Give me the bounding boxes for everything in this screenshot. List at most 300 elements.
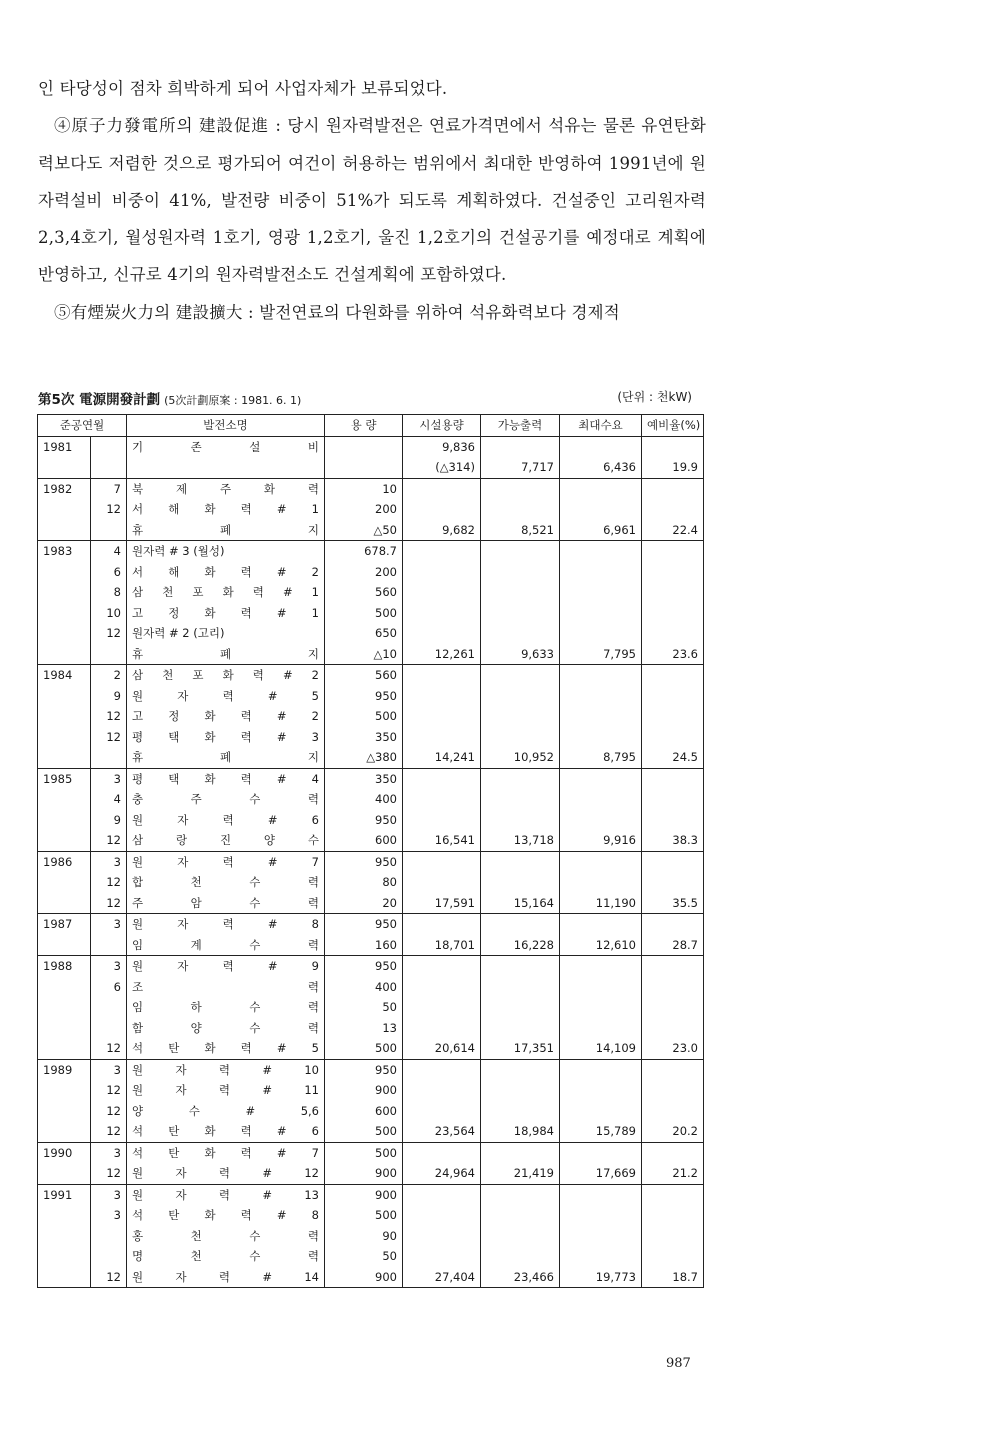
cell-facility <box>403 810 481 831</box>
cell-capacity: 500 <box>325 1121 403 1142</box>
plant-name-part: 4 <box>311 771 319 786</box>
plant-name-part: # <box>276 1124 287 1138</box>
plant-name-part: 폐 <box>219 646 232 661</box>
cell-year <box>38 1267 91 1288</box>
cell-year: 1982 <box>38 478 91 499</box>
plant-name-part: 수 <box>307 833 319 847</box>
cell-month: 7 <box>91 478 127 499</box>
table-row <box>38 914 704 935</box>
cell-reserve <box>642 623 704 644</box>
cell-year <box>38 1038 91 1059</box>
plant-name-part: 력 <box>240 502 252 516</box>
cell-capacity: 900 <box>325 1080 403 1101</box>
cell-reserve <box>642 914 704 935</box>
cell-peak <box>560 582 642 603</box>
cell-plant-name <box>127 520 325 541</box>
plant-name-part: 13 <box>304 1187 319 1202</box>
cell-facility: 12,261 <box>403 644 481 665</box>
plant-name-part: 탄 <box>168 1145 180 1160</box>
cell-available <box>481 499 560 520</box>
cell-peak <box>560 665 642 686</box>
plant-name-part: 휴 <box>132 646 144 661</box>
cell-year <box>38 1246 91 1267</box>
cell-available <box>481 914 560 935</box>
plant-name <box>132 830 319 851</box>
plant-name <box>132 872 319 893</box>
plant-name-part: # <box>262 1187 272 1202</box>
plant-name <box>132 1246 319 1267</box>
cell-facility <box>403 914 481 935</box>
cell-reserve <box>642 1101 704 1122</box>
plant-name-part: 휴 <box>132 750 144 764</box>
cell-available: 15,164 <box>481 893 560 914</box>
plant-name-part: 비 <box>307 439 319 454</box>
cell-month: 3 <box>91 1184 127 1205</box>
cell-year <box>38 747 91 768</box>
cell-facility <box>403 997 481 1018</box>
plant-name-part: 합 <box>132 875 144 889</box>
plant-name-part: 기 <box>132 439 144 454</box>
cell-month: 12 <box>91 706 127 727</box>
cell-peak: 17,669 <box>560 1163 642 1184</box>
cell-reserve <box>642 1059 704 1080</box>
plant-name-part: 임 <box>132 1000 144 1014</box>
plant-name-part: 자 <box>175 1083 187 1097</box>
plant-name <box>132 1038 319 1059</box>
plant-name-part: 화 <box>204 771 216 786</box>
plant-name-part: 천 <box>190 1228 202 1243</box>
cell-plant-name <box>127 665 325 686</box>
plant-name-part: 삼 <box>132 668 144 682</box>
plant-name-part: # <box>276 1145 287 1160</box>
cell-peak <box>560 686 642 707</box>
plant-name-part: 력 <box>240 1124 252 1138</box>
cell-month: 4 <box>91 541 127 562</box>
cell-reserve: 38.3 <box>642 830 704 851</box>
plant-name <box>132 1060 319 1081</box>
plant-name-part: 랑 <box>175 833 188 847</box>
plant-name-part: 5 <box>311 688 319 703</box>
plant-name-part: 력 <box>307 1000 319 1014</box>
cell-capacity: 50 <box>325 1246 403 1267</box>
plant-name-part: # <box>276 771 287 786</box>
table-row <box>38 1246 704 1267</box>
table-row <box>38 893 704 914</box>
plant-name-part: 8 <box>311 1208 319 1222</box>
plant-name-part: 고 <box>132 709 144 723</box>
cell-capacity <box>325 457 403 478</box>
cell-capacity: 400 <box>325 977 403 998</box>
cell-capacity: 350 <box>325 768 403 789</box>
paragraph: ⑤有煙炭火力의 建設擴大 : 발전연료의 다원화를 위하여 석유화력보다 경제적 <box>54 302 620 322</box>
cell-peak <box>560 436 642 457</box>
cell-plant-name <box>127 1101 325 1122</box>
plant-name-part: 서 <box>132 564 144 579</box>
table-row <box>38 562 704 583</box>
cell-available <box>481 1246 560 1267</box>
plant-name <box>132 499 319 520</box>
cell-peak <box>560 603 642 624</box>
cell-plant-name <box>127 436 325 457</box>
cell-year <box>38 706 91 727</box>
cell-available <box>481 1018 560 1039</box>
cell-month: 3 <box>91 768 127 789</box>
cell-reserve <box>642 851 704 872</box>
plant-name <box>132 582 319 603</box>
cell-month <box>91 747 127 768</box>
table-row <box>38 644 704 665</box>
cell-available <box>481 768 560 789</box>
cell-year: 1984 <box>38 665 91 686</box>
plant-name-part: 력 <box>240 564 252 579</box>
cell-available: 10,952 <box>481 747 560 768</box>
cell-reserve <box>642 810 704 831</box>
plant-name-part: 자 <box>175 1269 187 1284</box>
cell-capacity: 560 <box>325 582 403 603</box>
plant-name <box>132 1267 319 1288</box>
cell-plant-name: 원자력 # 3 (월성) <box>127 541 325 562</box>
cell-month: 9 <box>91 686 127 707</box>
cell-peak <box>560 623 642 644</box>
paragraph: 인 타당성이 점차 희박하게 되어 사업자체가 보류되었다. <box>38 79 448 98</box>
cell-facility <box>403 603 481 624</box>
plant-name-part: 력 <box>218 1083 231 1097</box>
cell-facility: 9,836 <box>403 436 481 457</box>
cell-facility <box>403 872 481 893</box>
plant-name <box>132 1018 319 1039</box>
cell-peak: 8,795 <box>560 747 642 768</box>
cell-plant-name <box>127 1142 325 1163</box>
table-row <box>38 727 704 748</box>
plant-name-part: 택 <box>168 729 180 744</box>
cell-facility <box>403 727 481 748</box>
plant-name <box>132 914 319 935</box>
cell-capacity: 50 <box>325 997 403 1018</box>
cell-month: 12 <box>91 1267 127 1288</box>
cell-month: 3 <box>91 914 127 935</box>
plant-name-part: 수 <box>249 792 261 806</box>
plant-name-part: 천 <box>162 668 174 682</box>
cell-month: 12 <box>91 623 127 644</box>
plant-name-part: 력 <box>307 792 319 806</box>
cell-month <box>91 1018 127 1039</box>
cell-capacity: 678.7 <box>325 541 403 562</box>
table-row <box>38 810 704 831</box>
plant-name-part: 주 <box>219 481 232 496</box>
cell-peak: 6,961 <box>560 520 642 541</box>
cell-plant-name <box>127 562 325 583</box>
cell-facility <box>403 956 481 977</box>
cell-year: 1988 <box>38 956 91 977</box>
cell-reserve <box>642 603 704 624</box>
body-text <box>38 70 706 331</box>
cell-year <box>38 872 91 893</box>
cell-capacity: 650 <box>325 623 403 644</box>
plant-name-part: 7 <box>311 1145 319 1160</box>
plant-name-part: # <box>262 1062 272 1077</box>
cell-facility: 23,564 <box>403 1121 481 1142</box>
plant-name-part: 천 <box>190 875 202 889</box>
cell-year: 1983 <box>38 541 91 562</box>
plant-name-part: 명 <box>132 1249 144 1263</box>
plant-name-part: # <box>282 668 293 682</box>
cell-month: 12 <box>91 1121 127 1142</box>
cell-reserve <box>642 1142 704 1163</box>
cell-plant-name <box>127 914 325 935</box>
table-header-row <box>38 415 704 437</box>
cell-plant-name <box>127 1163 325 1184</box>
cell-month: 12 <box>91 830 127 851</box>
table-row <box>38 872 704 893</box>
plant-name-part: 폐 <box>219 750 232 764</box>
plant-name-part: 력 <box>252 585 264 599</box>
cell-year <box>38 789 91 810</box>
cell-year <box>38 623 91 644</box>
plant-name-part: 탄 <box>168 1124 180 1138</box>
cell-available <box>481 686 560 707</box>
cell-capacity: 950 <box>325 851 403 872</box>
cell-peak <box>560 810 642 831</box>
plant-name-part: 력 <box>307 481 319 496</box>
plant-name-part: 원 <box>132 812 144 827</box>
cell-peak <box>560 872 642 893</box>
plant-name <box>132 893 319 914</box>
plant-name-part: 화 <box>204 564 216 579</box>
plant-name <box>132 644 319 665</box>
cell-year <box>38 830 91 851</box>
cell-plant-name <box>127 1038 325 1059</box>
cell-reserve: 22.4 <box>642 520 704 541</box>
cell-month <box>91 935 127 956</box>
cell-capacity: 600 <box>325 830 403 851</box>
cell-available: 16,228 <box>481 935 560 956</box>
paragraph: ④原子力發電所의 建設促進 : 당시 원자력발전은 연료가격면에서 석유는 물론 유연탄화력보다도 저렴한 것으로 평가되어 여건이 허용하는 범위에서 최대한 반영하여 1991년에 원자력설비 비중이 41%, 발전량 비중이 51%가 되도록 계획하였다. 건설중인 고리원자력 2,3,4호기, 월성원자력 1호기, 영광 1,2호기, 울진 1,2호기의 건설공기를 예정대로 계획에 반영하고, 신규로 4기의 원자력발전소도 건설계획에 포함하였다. <box>38 116 706 285</box>
cell-plant-name <box>127 1080 325 1101</box>
cell-plant-name <box>127 997 325 1018</box>
plant-name-part: 해 <box>168 502 180 516</box>
cell-facility <box>403 1246 481 1267</box>
plant-name-part: 화 <box>222 668 234 682</box>
plant-name <box>132 789 319 810</box>
cell-capacity <box>325 436 403 457</box>
cell-reserve <box>642 562 704 583</box>
cell-peak: 6,436 <box>560 457 642 478</box>
cell-peak <box>560 706 642 727</box>
cell-year <box>38 1080 91 1101</box>
cell-year <box>38 1121 91 1142</box>
cell-year <box>38 1018 91 1039</box>
plant-name-part: 자 <box>177 959 189 973</box>
plant-name-part: 력 <box>307 1249 319 1263</box>
plant-name-part: 수 <box>249 895 261 910</box>
cell-reserve <box>642 1226 704 1247</box>
cell-facility: 14,241 <box>403 747 481 768</box>
cell-peak <box>560 541 642 562</box>
plant-name-part: 8 <box>311 917 319 931</box>
plant-name-part: # <box>245 1103 256 1118</box>
plant-name-part: 자 <box>177 812 189 827</box>
table-row <box>38 520 704 541</box>
cell-plant-name <box>127 747 325 768</box>
cell-plant-name <box>127 582 325 603</box>
plant-name-part: # <box>276 564 287 579</box>
cell-peak <box>560 499 642 520</box>
cell-capacity: △10 <box>325 644 403 665</box>
plant-name-part: 3 <box>311 729 319 744</box>
cell-capacity: 900 <box>325 1267 403 1288</box>
plant-name-part: 2 <box>311 564 319 579</box>
plant-name-part: # <box>282 585 293 599</box>
cell-facility: 16,541 <box>403 830 481 851</box>
cell-reserve <box>642 1080 704 1101</box>
cell-available: 23,466 <box>481 1267 560 1288</box>
cell-reserve <box>642 872 704 893</box>
plant-name-part: 력 <box>307 895 319 910</box>
plant-name-part: 천 <box>190 1249 202 1263</box>
plant-name-part: 지 <box>307 522 319 537</box>
cell-year <box>38 1163 91 1184</box>
cell-peak <box>560 1101 642 1122</box>
cell-peak: 14,109 <box>560 1038 642 1059</box>
cell-available <box>481 623 560 644</box>
cell-month: 12 <box>91 893 127 914</box>
cell-month <box>91 644 127 665</box>
plant-name-part: # <box>267 854 278 869</box>
table-row <box>38 1267 704 1288</box>
cell-facility <box>403 789 481 810</box>
plant-name <box>132 520 319 541</box>
cell-facility: 27,404 <box>403 1267 481 1288</box>
plant-name-part: 석 <box>132 1145 144 1160</box>
table-row <box>38 499 704 520</box>
cell-plant-name <box>127 644 325 665</box>
cell-reserve <box>642 541 704 562</box>
plant-name-part: 북 <box>132 481 144 496</box>
cell-reserve <box>642 499 704 520</box>
plant-name <box>132 747 319 768</box>
plant-name-part: 주 <box>132 895 144 910</box>
cell-available <box>481 1142 560 1163</box>
plant-name-part: 해 <box>168 564 180 579</box>
cell-capacity: 950 <box>325 810 403 831</box>
cell-capacity: 950 <box>325 956 403 977</box>
table-row <box>38 478 704 499</box>
cell-peak <box>560 1142 642 1163</box>
plant-name-part: 석 <box>132 1208 144 1222</box>
plant-name <box>132 997 319 1018</box>
cell-peak <box>560 977 642 998</box>
plant-name-part: 1 <box>311 502 319 516</box>
plant-name-part: 6 <box>311 812 319 827</box>
cell-year <box>38 499 91 520</box>
cell-reserve: 24.5 <box>642 747 704 768</box>
plant-name-part: 양 <box>132 1103 144 1118</box>
cell-reserve <box>642 977 704 998</box>
plant-name-part: 9 <box>311 959 319 973</box>
cell-month: 6 <box>91 562 127 583</box>
cell-capacity: 950 <box>325 686 403 707</box>
cell-month: 12 <box>91 1038 127 1059</box>
cell-available <box>481 789 560 810</box>
cell-available <box>481 665 560 686</box>
cell-capacity: 10 <box>325 478 403 499</box>
plant-name-part: # <box>267 812 278 827</box>
cell-available <box>481 562 560 583</box>
cell-month <box>91 457 127 478</box>
plant-name-part: 1 <box>311 605 319 620</box>
plant-name-part: 수 <box>249 1228 261 1243</box>
cell-available <box>481 436 560 457</box>
cell-facility <box>403 1101 481 1122</box>
cell-year <box>38 935 91 956</box>
plant-name-part: 탄 <box>168 1041 180 1055</box>
cell-available: 17,351 <box>481 1038 560 1059</box>
plant-name-part: # <box>262 1269 272 1284</box>
cell-month: 10 <box>91 603 127 624</box>
plant-name-part: 화 <box>204 1208 216 1222</box>
table-row <box>38 706 704 727</box>
cell-capacity: 350 <box>325 727 403 748</box>
table-row <box>38 768 704 789</box>
plant-name-part: 포 <box>192 585 204 599</box>
cell-capacity: 500 <box>325 603 403 624</box>
cell-peak: 19,773 <box>560 1267 642 1288</box>
cell-month: 3 <box>91 851 127 872</box>
plant-name-part: 양 <box>263 833 276 847</box>
cell-available <box>481 541 560 562</box>
cell-facility: 18,701 <box>403 935 481 956</box>
cell-facility <box>403 1080 481 1101</box>
cell-reserve: 19.9 <box>642 457 704 478</box>
cell-capacity: 900 <box>325 1184 403 1205</box>
plant-name-part: 력 <box>240 729 252 744</box>
plant-name <box>132 1185 319 1206</box>
cell-plant-name <box>127 457 325 478</box>
plant-name <box>132 479 319 500</box>
cell-available <box>481 478 560 499</box>
plant-name-part: 자 <box>177 917 189 931</box>
cell-month: 2 <box>91 665 127 686</box>
cell-capacity: 200 <box>325 562 403 583</box>
cell-capacity: 13 <box>325 1018 403 1039</box>
plant-name-part: 정 <box>168 605 180 620</box>
cell-peak <box>560 1059 642 1080</box>
cell-month: 12 <box>91 499 127 520</box>
cell-available: 21,419 <box>481 1163 560 1184</box>
plant-name-part: 석 <box>132 1124 144 1138</box>
plant-name-part: 화 <box>204 729 216 744</box>
cell-plant-name <box>127 789 325 810</box>
plant-name-part: 수 <box>249 1000 261 1014</box>
plant-name-part: 력 <box>307 1020 319 1035</box>
cell-peak: 12,610 <box>560 935 642 956</box>
cell-year <box>38 810 91 831</box>
cell-peak: 9,916 <box>560 830 642 851</box>
cell-available <box>481 1184 560 1205</box>
plant-name <box>132 727 319 748</box>
table-subtitle: (5次計劃原案 : 1981. 6. 1) <box>164 394 302 407</box>
cell-plant-name <box>127 1018 325 1039</box>
cell-year <box>38 1101 91 1122</box>
cell-facility <box>403 478 481 499</box>
cell-capacity: 160 <box>325 935 403 956</box>
cell-month: 8 <box>91 582 127 603</box>
table-row <box>38 1184 704 1205</box>
cell-reserve: 21.2 <box>642 1163 704 1184</box>
table-row <box>38 1226 704 1247</box>
plant-name-part: 양 <box>190 1020 202 1035</box>
cell-facility <box>403 665 481 686</box>
